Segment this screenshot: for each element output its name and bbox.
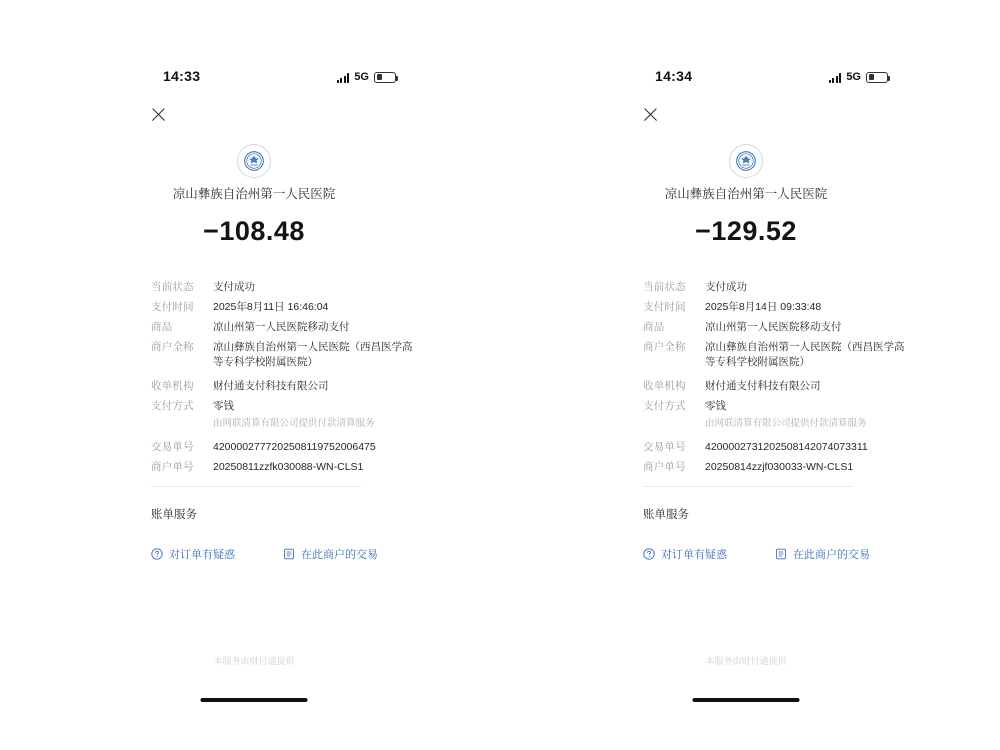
detail-value: 由网联清算有限公司提供付款清算服务 — [213, 418, 375, 429]
detail-value: 凉山彝族自治州第一人民医院（西昌医学高等专科学校附属医院） — [213, 341, 413, 368]
detail-row-payment-method — [8, 399, 500, 414]
order-question-button[interactable] — [151, 546, 283, 562]
network-label: 5G — [354, 71, 369, 83]
detail-label: 收单机构 — [151, 380, 194, 392]
merchant-transactions-label: 在此商户的交易 — [793, 549, 870, 561]
service-footnote: 本服务由财付通提供 — [705, 656, 787, 666]
bill-actions — [151, 546, 381, 562]
detail-label: 商户单号 — [151, 461, 194, 473]
merchant-transactions-button[interactable] — [283, 546, 378, 562]
payment-amount: −108.48 — [203, 216, 305, 246]
detail-row-clearing-note — [8, 416, 500, 431]
battery-icon — [374, 72, 396, 83]
detail-label: 交易单号 — [643, 441, 686, 453]
detail-row-merchant-order-id — [8, 460, 500, 475]
home-indicator[interactable] — [693, 698, 800, 702]
payment-details-list — [500, 280, 992, 480]
detail-label: 商品 — [151, 321, 173, 333]
order-question-label: 对订单有疑惑 — [169, 549, 235, 561]
detail-value: 4200002777202508119752006475 — [213, 441, 376, 453]
question-circle-icon — [151, 548, 163, 560]
merchant-transactions-label: 在此商户的交易 — [301, 549, 378, 561]
bill-actions — [643, 546, 873, 562]
detail-value: 凉山州第一人民医院移动支付 — [213, 321, 350, 333]
detail-value: 财付通支付科技有限公司 — [213, 380, 329, 392]
detail-row-transaction-id — [500, 440, 992, 455]
detail-label: 商户全称 — [643, 341, 686, 353]
service-footnote: 本服务由财付通提供 — [213, 656, 295, 666]
detail-value: 4200002731202508142074073311 — [705, 441, 868, 453]
detail-value: 20250814zzjf030033-WN-CLS1 — [705, 461, 854, 473]
detail-label: 当前状态 — [151, 281, 194, 293]
order-question-button[interactable] — [643, 546, 775, 562]
paper-canvas — [8, 8, 992, 742]
detail-row-status — [500, 280, 992, 295]
detail-row-transaction-id — [8, 440, 500, 455]
detail-value: 零钱 — [705, 400, 726, 412]
detail-label: 交易单号 — [151, 441, 194, 453]
detail-value: 凉山州第一人民医院移动支付 — [705, 321, 842, 333]
detail-row-acquirer — [500, 379, 992, 394]
network-label: 5G — [846, 71, 861, 83]
detail-value: 2025年8月11日 16:46:04 — [213, 301, 329, 313]
merchant-transactions-button[interactable] — [775, 546, 870, 562]
status-time: 14:34 — [655, 68, 693, 84]
detail-row-time — [8, 300, 500, 315]
detail-value: 支付成功 — [213, 281, 255, 293]
detail-value: 凉山彝族自治州第一人民医院（西昌医学高等专科学校附属医院） — [705, 341, 905, 368]
merchant-logo-icon — [729, 144, 763, 178]
payment-amount: −129.52 — [695, 216, 797, 246]
detail-row-payment-method — [500, 399, 992, 414]
battery-icon — [866, 72, 888, 83]
bill-services-title: 账单服务 — [151, 509, 197, 521]
receipt-icon — [283, 548, 295, 560]
detail-row-merchant-order-id — [500, 460, 992, 475]
status-indicators — [829, 68, 888, 86]
payment-details-list — [8, 280, 500, 480]
detail-label: 支付方式 — [151, 400, 194, 412]
detail-label: 商品 — [643, 321, 665, 333]
detail-label: 支付方式 — [643, 400, 686, 412]
status-bar — [8, 68, 500, 90]
detail-label: 收单机构 — [643, 380, 686, 392]
divider — [643, 486, 853, 487]
merchant-logo-icon — [237, 144, 271, 178]
close-icon[interactable] — [150, 106, 168, 124]
detail-value: 零钱 — [213, 400, 234, 412]
detail-label: 支付时间 — [151, 301, 194, 313]
detail-row-clearing-note — [500, 416, 992, 431]
detail-row-merchant-full-name — [500, 340, 992, 370]
bill-services-title: 账单服务 — [643, 509, 689, 521]
screens-container — [8, 8, 992, 742]
detail-label: 支付时间 — [643, 301, 686, 313]
close-icon[interactable] — [642, 106, 660, 124]
merchant-name: 凉山彝族自治州第一人民医院 — [664, 187, 828, 201]
detail-value: 由网联清算有限公司提供付款清算服务 — [705, 418, 867, 429]
merchant-name: 凉山彝族自治州第一人民医院 — [172, 187, 336, 201]
detail-value: 财付通支付科技有限公司 — [705, 380, 821, 392]
detail-value: 2025年8月14日 09:33:48 — [705, 301, 822, 313]
detail-label: 商户全称 — [151, 341, 194, 353]
receipt-icon — [775, 548, 787, 560]
detail-row-product — [8, 320, 500, 335]
detail-row-time — [500, 300, 992, 315]
order-question-label: 对订单有疑惑 — [661, 549, 727, 561]
status-indicators — [337, 68, 396, 86]
question-circle-icon — [643, 548, 655, 560]
signal-icon — [829, 72, 842, 83]
payment-detail-screen-1 — [8, 8, 500, 742]
home-indicator[interactable] — [201, 698, 308, 702]
payment-detail-screen-2 — [500, 8, 992, 742]
detail-label: 商户单号 — [643, 461, 686, 473]
status-bar — [500, 68, 992, 90]
divider — [151, 486, 361, 487]
detail-row-acquirer — [8, 379, 500, 394]
detail-label: 当前状态 — [643, 281, 686, 293]
detail-value: 支付成功 — [705, 281, 747, 293]
status-time: 14:33 — [163, 68, 201, 84]
signal-icon — [337, 72, 350, 83]
detail-value: 20250811zzfk030088-WN-CLS1 — [213, 461, 364, 473]
detail-row-merchant-full-name — [8, 340, 500, 370]
detail-row-product — [500, 320, 992, 335]
detail-row-status — [8, 280, 500, 295]
